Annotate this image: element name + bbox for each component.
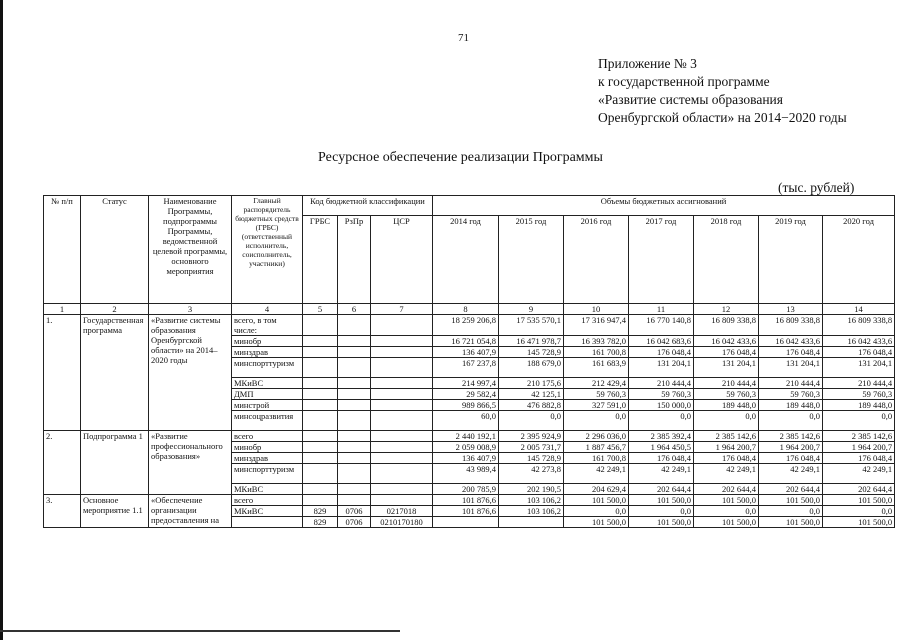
column-number: 3 — [149, 304, 232, 315]
value-cell: 16 042 433,6 — [694, 336, 759, 347]
header-volumes-group: Объемы бюджетных ассигнований — [433, 196, 895, 216]
grbs-name-cell: минздрав — [232, 453, 303, 464]
appendix-line: «Развитие системы образования — [598, 92, 783, 107]
row-number-cell: 3. — [44, 495, 81, 528]
value-cell: 167 237,8 — [433, 358, 499, 378]
value-cell: 176 048,4 — [823, 347, 895, 358]
value-cell: 202 190,5 — [499, 484, 564, 495]
value-cell — [433, 517, 499, 528]
value-cell: 101 500,0 — [629, 495, 694, 506]
rzpr-code-cell — [338, 347, 371, 358]
grbs-code-cell — [303, 495, 338, 506]
rzpr-code-cell: 0706 — [338, 517, 371, 528]
value-cell: 59 760,3 — [759, 389, 823, 400]
value-cell: 42 125,1 — [499, 389, 564, 400]
value-cell: 16 809 338,8 — [823, 315, 895, 336]
value-cell: 202 644,4 — [629, 484, 694, 495]
rzpr-code-cell — [338, 431, 371, 442]
column-number: 4 — [232, 304, 303, 315]
value-cell: 42 273,8 — [499, 464, 564, 484]
header-csr: ЦСР — [371, 216, 433, 304]
rzpr-code-cell — [338, 315, 371, 336]
grbs-name-cell: всего — [232, 495, 303, 506]
header-status: Статус — [81, 196, 149, 304]
value-cell: 176 048,4 — [694, 347, 759, 358]
value-cell: 60,0 — [433, 411, 499, 431]
grbs-name-cell: минобр — [232, 336, 303, 347]
csr-code-cell — [371, 464, 433, 484]
value-cell: 42 249,1 — [694, 464, 759, 484]
value-cell: 0,0 — [823, 411, 895, 431]
csr-code-cell — [371, 336, 433, 347]
grbs-code-cell — [303, 378, 338, 389]
value-cell: 176 048,4 — [694, 453, 759, 464]
grbs-code-cell — [303, 411, 338, 431]
row-number-cell: 1. — [44, 315, 81, 431]
value-cell: 145 728,9 — [499, 453, 564, 464]
value-cell: 2 296 036,0 — [564, 431, 629, 442]
grbs-code-cell — [303, 453, 338, 464]
value-cell: 176 048,4 — [629, 347, 694, 358]
value-cell: 200 785,9 — [433, 484, 499, 495]
grbs-code-cell — [303, 389, 338, 400]
value-cell: 176 048,4 — [759, 453, 823, 464]
value-cell: 103 106,2 — [499, 495, 564, 506]
value-cell: 0,0 — [564, 506, 629, 517]
rzpr-code-cell — [338, 411, 371, 431]
value-cell: 101 876,6 — [433, 506, 499, 517]
value-cell: 210 444,4 — [759, 378, 823, 389]
value-cell: 150 000,0 — [629, 400, 694, 411]
value-cell: 101 876,6 — [433, 495, 499, 506]
value-cell: 103 106,2 — [499, 506, 564, 517]
grbs-code-cell — [303, 484, 338, 495]
value-cell: 16 809 338,8 — [759, 315, 823, 336]
value-cell: 17 316 947,4 — [564, 315, 629, 336]
value-cell: 18 259 206,8 — [433, 315, 499, 336]
grbs-code-cell: 829 — [303, 506, 338, 517]
grbs-name-cell: МКиВС — [232, 484, 303, 495]
value-cell: 0,0 — [629, 411, 694, 431]
column-number: 9 — [499, 304, 564, 315]
grbs-name-cell: минобр — [232, 442, 303, 453]
grbs-name-cell: МКиВС — [232, 506, 303, 517]
rzpr-code-cell — [338, 442, 371, 453]
value-cell: 0,0 — [694, 411, 759, 431]
rzpr-code-cell: 0706 — [338, 506, 371, 517]
row-number-cell: 2. — [44, 431, 81, 495]
value-cell: 0,0 — [759, 506, 823, 517]
value-cell: 0,0 — [629, 506, 694, 517]
value-cell: 101 500,0 — [694, 517, 759, 528]
value-cell: 210 175,6 — [499, 378, 564, 389]
grbs-name-cell: МКиВС — [232, 378, 303, 389]
header-code-group: Код бюджетной классификации — [303, 196, 433, 216]
value-cell: 161 683,9 — [564, 358, 629, 378]
value-cell: 189 448,0 — [759, 400, 823, 411]
csr-code-cell — [371, 411, 433, 431]
csr-code-cell: 0217018 — [371, 506, 433, 517]
value-cell: 0,0 — [759, 411, 823, 431]
column-number: 2 — [81, 304, 149, 315]
document-title: Ресурсное обеспечение реализации Программы — [318, 150, 603, 165]
value-cell: 2 385 142,6 — [823, 431, 895, 442]
rzpr-code-cell — [338, 495, 371, 506]
csr-code-cell: 0210170180 — [371, 517, 433, 528]
value-cell: 161 700,8 — [564, 347, 629, 358]
scan-left-edge — [0, 0, 3, 640]
header-grbs: ГРБС — [303, 216, 338, 304]
grbs-name-cell: всего — [232, 431, 303, 442]
header-year: 2015 год — [499, 216, 564, 304]
value-cell: 16 809 338,8 — [694, 315, 759, 336]
header-year: 2014 год — [433, 216, 499, 304]
column-number: 8 — [433, 304, 499, 315]
page-number: 71 — [458, 32, 469, 44]
value-cell: 42 249,1 — [823, 464, 895, 484]
header-year: 2018 год — [694, 216, 759, 304]
value-cell: 131 204,1 — [694, 358, 759, 378]
value-cell: 210 444,4 — [823, 378, 895, 389]
grbs-code-cell — [303, 442, 338, 453]
grbs-code-cell — [303, 336, 338, 347]
value-cell: 210 444,4 — [629, 378, 694, 389]
value-cell: 2 440 192,1 — [433, 431, 499, 442]
csr-code-cell — [371, 431, 433, 442]
value-cell: 16 471 978,7 — [499, 336, 564, 347]
column-number: 13 — [759, 304, 823, 315]
value-cell: 0,0 — [694, 506, 759, 517]
value-cell: 59 760,3 — [629, 389, 694, 400]
value-cell: 212 429,4 — [564, 378, 629, 389]
rzpr-code-cell — [338, 378, 371, 389]
appendix-line: Оренбургской области» на 2014−2020 годы — [598, 110, 847, 125]
value-cell: 2 385 142,6 — [694, 431, 759, 442]
value-cell: 1 964 450,5 — [629, 442, 694, 453]
value-cell: 16 042 433,6 — [823, 336, 895, 347]
grbs-code-cell — [303, 358, 338, 378]
value-cell: 101 500,0 — [823, 517, 895, 528]
grbs-code-cell — [303, 431, 338, 442]
grbs-name-cell: ДМП — [232, 389, 303, 400]
value-cell: 101 500,0 — [564, 495, 629, 506]
value-cell: 16 042 433,6 — [759, 336, 823, 347]
value-cell: 176 048,4 — [759, 347, 823, 358]
csr-code-cell — [371, 358, 433, 378]
table-row — [44, 431, 895, 442]
grbs-code-cell — [303, 464, 338, 484]
value-cell: 176 048,4 — [823, 453, 895, 464]
csr-code-cell — [371, 347, 433, 358]
value-cell: 101 500,0 — [759, 517, 823, 528]
value-cell: 202 644,4 — [759, 484, 823, 495]
grbs-name-cell — [232, 517, 303, 528]
value-cell: 161 700,8 — [564, 453, 629, 464]
header-year: 2017 год — [629, 216, 694, 304]
value-cell: 0,0 — [564, 411, 629, 431]
value-cell: 131 204,1 — [823, 358, 895, 378]
header-year: 2016 год — [564, 216, 629, 304]
value-cell: 176 048,4 — [629, 453, 694, 464]
name-cell: «Развитие профессионального образования» — [149, 431, 232, 495]
grbs-name-cell: минспорттуризм — [232, 358, 303, 378]
value-cell: 1 964 200,7 — [759, 442, 823, 453]
rzpr-code-cell — [338, 358, 371, 378]
rzpr-code-cell — [338, 484, 371, 495]
value-cell: 43 989,4 — [433, 464, 499, 484]
status-cell: Основное мероприятие 1.1 — [81, 495, 149, 528]
value-cell: 2 005 731,7 — [499, 442, 564, 453]
csr-code-cell — [371, 378, 433, 389]
value-cell: 101 500,0 — [823, 495, 895, 506]
column-number: 1 — [44, 304, 81, 315]
units-label: (тыс. рублей) — [778, 180, 855, 195]
value-cell: 16 393 782,0 — [564, 336, 629, 347]
table-row — [44, 495, 895, 506]
grbs-code-cell: 829 — [303, 517, 338, 528]
rzpr-code-cell — [338, 453, 371, 464]
csr-code-cell — [371, 442, 433, 453]
status-cell: Подпрограмма 1 — [81, 431, 149, 495]
appendix-block — [598, 55, 847, 127]
grbs-code-cell — [303, 400, 338, 411]
value-cell: 202 644,4 — [694, 484, 759, 495]
value-cell: 101 500,0 — [629, 517, 694, 528]
value-cell: 202 644,4 — [823, 484, 895, 495]
grbs-name-cell: минстрой — [232, 400, 303, 411]
value-cell: 136 407,9 — [433, 347, 499, 358]
value-cell: 101 500,0 — [759, 495, 823, 506]
value-cell: 0,0 — [823, 506, 895, 517]
column-number: 5 — [303, 304, 338, 315]
header-name: Наименование Программы, подпрограммы Программы, ведомственной целевой программы, основного мероприятия — [149, 196, 232, 304]
csr-code-cell — [371, 495, 433, 506]
value-cell: 59 760,3 — [823, 389, 895, 400]
value-cell: 101 500,0 — [694, 495, 759, 506]
rzpr-code-cell — [338, 389, 371, 400]
value-cell: 136 407,9 — [433, 453, 499, 464]
value-cell: 188 679,0 — [499, 358, 564, 378]
column-number: 12 — [694, 304, 759, 315]
resource-table — [43, 195, 895, 528]
value-cell: 42 249,1 — [759, 464, 823, 484]
value-cell: 0,0 — [499, 411, 564, 431]
grbs-name-cell: минсоцразвития — [232, 411, 303, 431]
name-cell: «Обеспечение организации предоставления на — [149, 495, 232, 528]
value-cell: 131 204,1 — [629, 358, 694, 378]
csr-code-cell — [371, 453, 433, 464]
grbs-name-cell: минспорттуризм — [232, 464, 303, 484]
value-cell: 2 385 142,6 — [759, 431, 823, 442]
value-cell: 42 249,1 — [629, 464, 694, 484]
value-cell: 59 760,3 — [694, 389, 759, 400]
csr-code-cell — [371, 484, 433, 495]
value-cell: 189 448,0 — [694, 400, 759, 411]
rzpr-code-cell — [338, 464, 371, 484]
value-cell: 59 760,3 — [564, 389, 629, 400]
column-number: 10 — [564, 304, 629, 315]
grbs-name-cell: минздрав — [232, 347, 303, 358]
value-cell: 131 204,1 — [759, 358, 823, 378]
value-cell: 1 887 456,7 — [564, 442, 629, 453]
csr-code-cell — [371, 400, 433, 411]
value-cell: 17 535 570,1 — [499, 315, 564, 336]
header-year: 2020 год — [823, 216, 895, 304]
name-cell: «Развитие системы образования Оренбургской области» на 2014–2020 годы — [149, 315, 232, 431]
value-cell: 989 866,5 — [433, 400, 499, 411]
value-cell: 2 395 924,9 — [499, 431, 564, 442]
table-row — [44, 315, 895, 336]
csr-code-cell — [371, 389, 433, 400]
value-cell: 189 448,0 — [823, 400, 895, 411]
value-cell: 204 629,4 — [564, 484, 629, 495]
scan-bottom-edge — [0, 630, 400, 632]
grbs-code-cell — [303, 347, 338, 358]
column-number: 7 — [371, 304, 433, 315]
value-cell: 101 500,0 — [564, 517, 629, 528]
header-rzpr: РзПр — [338, 216, 371, 304]
grbs-name-cell: всего, в том числе: — [232, 315, 303, 336]
value-cell: 1 964 200,7 — [823, 442, 895, 453]
header-year: 2019 год — [759, 216, 823, 304]
header-num: № п/п — [44, 196, 81, 304]
value-cell: 29 582,4 — [433, 389, 499, 400]
appendix-line: к государственной программе — [598, 74, 770, 89]
value-cell: 476 882,8 — [499, 400, 564, 411]
value-cell: 1 964 200,7 — [694, 442, 759, 453]
rzpr-code-cell — [338, 400, 371, 411]
csr-code-cell — [371, 315, 433, 336]
grbs-code-cell — [303, 315, 338, 336]
value-cell: 210 444,4 — [694, 378, 759, 389]
value-cell — [499, 517, 564, 528]
value-cell: 2 385 392,4 — [629, 431, 694, 442]
value-cell: 2 059 008,9 — [433, 442, 499, 453]
header-grbs-main: Главный распорядитель бюджетных средств (ГРБС) (ответственный исполнитель, соисполнитель, участники) — [232, 196, 303, 304]
rzpr-code-cell — [338, 336, 371, 347]
appendix-line: Приложение № 3 — [598, 56, 697, 71]
column-number: 6 — [338, 304, 371, 315]
value-cell: 16 770 140,8 — [629, 315, 694, 336]
column-number: 11 — [629, 304, 694, 315]
value-cell: 16 042 683,6 — [629, 336, 694, 347]
value-cell: 214 997,4 — [433, 378, 499, 389]
value-cell: 42 249,1 — [564, 464, 629, 484]
value-cell: 16 721 054,8 — [433, 336, 499, 347]
status-cell: Государственная программа — [81, 315, 149, 431]
column-number: 14 — [823, 304, 895, 315]
value-cell: 145 728,9 — [499, 347, 564, 358]
column-number-row — [44, 304, 895, 315]
value-cell: 327 591,0 — [564, 400, 629, 411]
